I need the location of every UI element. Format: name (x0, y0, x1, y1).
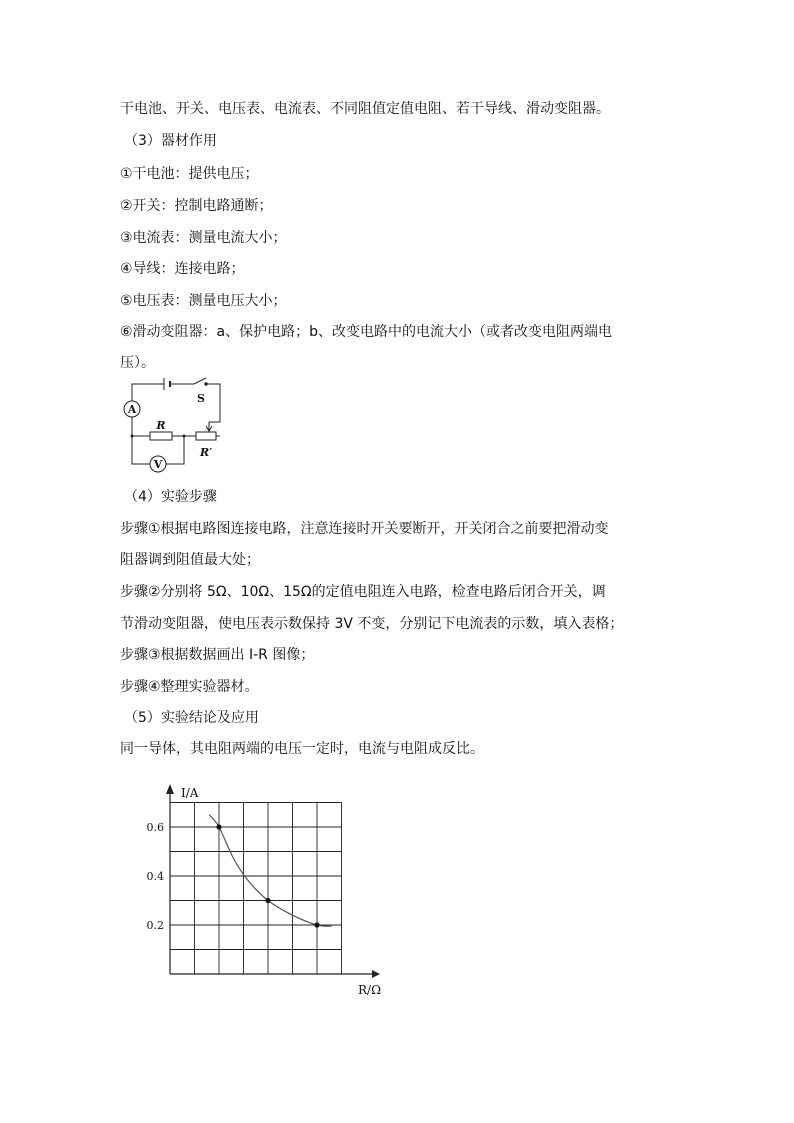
graph-axes (166, 784, 380, 978)
item-rheostat-line-2: 压）。 (120, 355, 155, 371)
y-axis-arrow (166, 784, 174, 794)
item-wire: ④导线：连接电路； (120, 261, 245, 277)
graph-grid (170, 803, 342, 975)
ammeter-label: A (127, 403, 137, 416)
switch-label: S (197, 392, 205, 405)
item-dry-battery: ①干电池：提供电压； (120, 166, 259, 182)
section-3-heading: （3）器材作用 (124, 133, 217, 149)
rheostat-r-prime (196, 432, 216, 440)
circuit-wire-top-left (132, 384, 164, 401)
junction-dot-right (183, 435, 186, 438)
step-2-line-2: 节滑动变阻器，使电压表示数保持 3V 不变，分别记下电流表的示数，填入表格； (120, 616, 624, 632)
y-tick-label: 0.2 (146, 919, 164, 932)
step-4: 步骤④整理实验器材。 (120, 679, 259, 695)
circuit-wire-right (206, 384, 220, 422)
rheostat-label: R′ (199, 446, 213, 459)
resistor-label: R (156, 419, 166, 432)
item-voltmeter: ⑤电压表：测量电压大小； (120, 293, 287, 309)
x-axis-arrow (372, 970, 380, 978)
junction-dot-left (131, 435, 134, 438)
x-axis-label: R/Ω (358, 983, 382, 997)
voltmeter-wire-left (132, 436, 150, 464)
step-1-line-1: 步骤①根据电路图连接电路，注意连接时开关要断开，开关闭合之前要把滑动变 (120, 521, 609, 537)
i-r-curve (209, 815, 332, 926)
step-2-line-1: 步骤②分别将 5Ω、10Ω、15Ω的定值电阻连入电路，检查电路后闭合开关，调 (120, 584, 606, 600)
data-point (216, 824, 221, 829)
y-tick-label: 0.6 (146, 821, 164, 834)
section-4-heading: （4）实验步骤 (124, 489, 217, 505)
step-3: 步骤③根据数据画出 I-R 图像； (120, 647, 315, 663)
section-5-heading: （5）实验结论及应用 (124, 710, 259, 726)
y-axis-label: I/A (181, 786, 199, 800)
voltmeter-label: V (153, 458, 163, 471)
data-point (314, 922, 319, 927)
conclusion-text: 同一导体，其电阻两端的电压一定时，电流与电阻成反比。 (120, 741, 484, 757)
i-r-graph (138, 778, 390, 1000)
circuit-diagram (118, 376, 228, 474)
item-switch: ②开关：控制电路通断； (120, 198, 273, 214)
step-1-line-2: 阻器调到阻值最大处； (120, 552, 260, 568)
switch-blade (194, 378, 206, 384)
y-tick-labels (147, 821, 165, 932)
item-ammeter: ③电流表：测量电流大小； (120, 230, 287, 246)
equipment-list-text: 干电池、开关、电压表、电流表、不同阻值定值电阻、若干导线、滑动变阻器。 (120, 101, 610, 117)
item-rheostat-line-1: ⑥滑动变阻器：a、保护电路；b、改变电路中的电流大小（或者改变电阻两端电 (120, 324, 613, 340)
data-point (265, 898, 270, 903)
resistor-r (150, 432, 172, 440)
y-tick-label: 0.4 (146, 870, 164, 883)
